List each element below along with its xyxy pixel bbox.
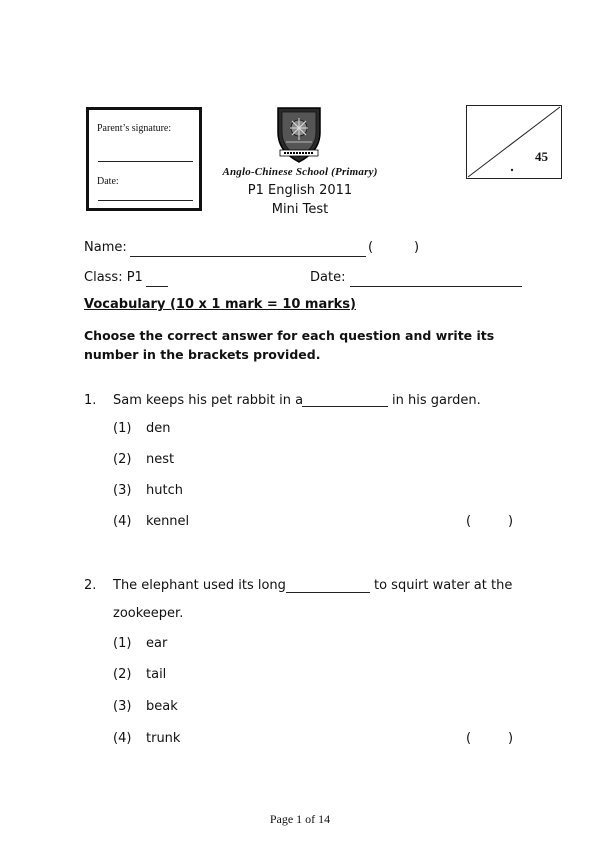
- question-text-after: to squirt water at the: [374, 578, 513, 593]
- question-text-line2: zookeeper.: [113, 606, 184, 621]
- answer-bracket-close: ): [508, 514, 514, 529]
- date-label: Date:: [310, 270, 346, 285]
- signature-date-line: [98, 200, 193, 201]
- option-number: (2): [113, 452, 132, 467]
- score-box-frame: [466, 105, 562, 179]
- score-box: [466, 105, 562, 179]
- answer-bracket-close: ): [508, 731, 514, 746]
- name-bracket-open: (: [368, 240, 374, 255]
- question-text-after: in his garden.: [392, 393, 481, 408]
- name-input-line[interactable]: [130, 256, 366, 257]
- school-crest-icon: [272, 102, 326, 166]
- page-number: Page 1 of 14: [269, 812, 331, 826]
- question-blank: [286, 592, 370, 593]
- option-number: (4): [113, 731, 132, 746]
- instructions: Choose the correct answer for each question and write its number in the brackets provided.: [84, 328, 495, 362]
- answer-bracket-open: (: [466, 731, 472, 746]
- option-number: (1): [113, 421, 132, 436]
- section-title: Vocabulary (10 x 1 mark = 10 marks): [84, 297, 356, 312]
- answer-box[interactable]: [476, 731, 506, 747]
- option-text: nest: [146, 452, 175, 467]
- name-label: Name:: [84, 240, 127, 255]
- option-text: ear: [146, 636, 168, 651]
- class-input-line[interactable]: [146, 286, 168, 287]
- option-text: kennel: [146, 514, 190, 529]
- test-title: Mini Test: [271, 202, 329, 217]
- parent-signature-box: [86, 107, 202, 211]
- option-number: (3): [113, 699, 132, 714]
- option-text: trunk: [146, 731, 181, 746]
- question-text: Sam keeps his pet rabbit in a: [113, 393, 304, 408]
- subject-title: P1 English 2011: [247, 183, 353, 198]
- option-text: hutch: [146, 483, 183, 498]
- option-number: (4): [113, 514, 132, 529]
- parent-signature-line: [98, 161, 193, 162]
- option-number: (2): [113, 667, 132, 682]
- signature-date-label: Date:: [97, 176, 119, 187]
- option-text: tail: [146, 667, 167, 682]
- school-name: Anglo-Chinese School (Primary): [222, 166, 378, 178]
- date-input-line[interactable]: [350, 286, 522, 287]
- question-text: The elephant used its long: [113, 578, 286, 593]
- answer-box[interactable]: [476, 514, 506, 530]
- option-number: (1): [113, 636, 132, 651]
- question-blank: [302, 406, 388, 407]
- question-number: 2.: [84, 578, 97, 593]
- option-number: (3): [113, 483, 132, 498]
- option-text: beak: [146, 699, 178, 714]
- question-number: 1.: [84, 393, 97, 408]
- option-text: den: [146, 421, 171, 436]
- total-marks: 45: [535, 149, 548, 164]
- class-label: Class: P1: [84, 270, 143, 285]
- parent-signature-label: Parent’s signature:: [97, 123, 172, 134]
- name-bracket-close: ): [414, 240, 420, 255]
- answer-bracket-open: (: [466, 514, 472, 529]
